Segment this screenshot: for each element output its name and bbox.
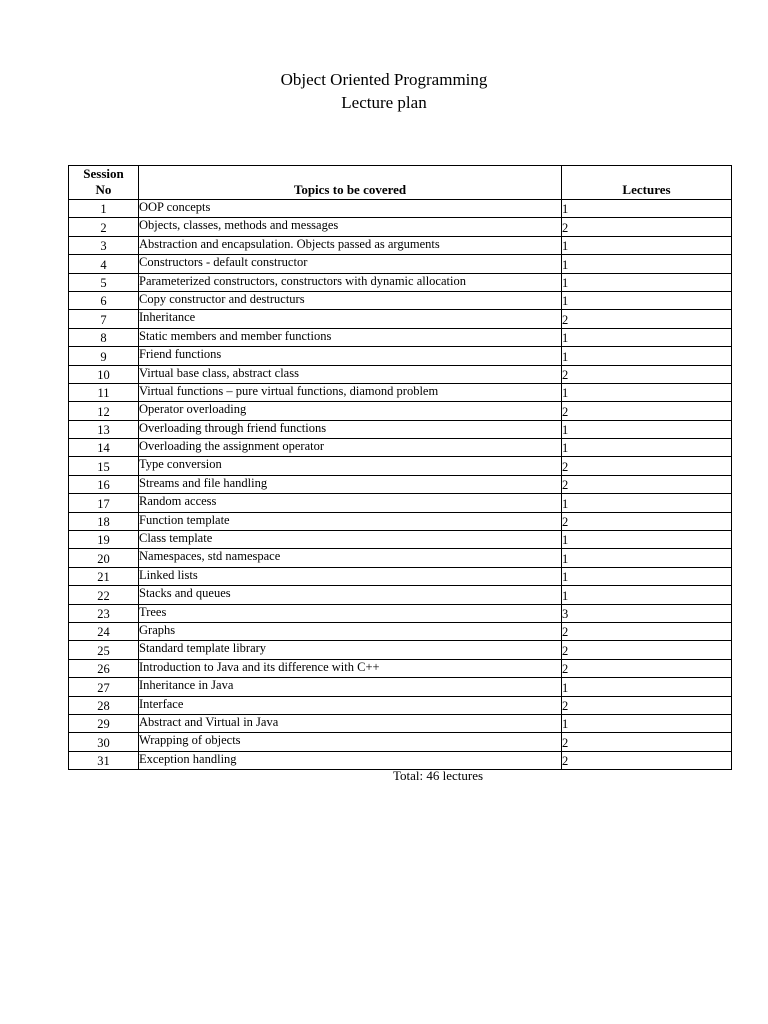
topic-cell: Inheritance in Java bbox=[139, 678, 562, 696]
session-cell: 14 bbox=[69, 439, 139, 457]
lectures-cell: 2 bbox=[562, 365, 732, 383]
topic-cell: Interface bbox=[139, 696, 562, 714]
lectures-cell: 2 bbox=[562, 659, 732, 677]
table-row bbox=[69, 714, 732, 732]
header-session-no bbox=[69, 166, 139, 200]
session-cell: 16 bbox=[69, 475, 139, 493]
topic-cell: Streams and file handling bbox=[139, 475, 562, 493]
table-row bbox=[69, 200, 732, 218]
table-row bbox=[69, 291, 732, 309]
table-row bbox=[69, 531, 732, 549]
session-cell: 17 bbox=[69, 494, 139, 512]
table-header-row bbox=[69, 166, 732, 200]
table-row bbox=[69, 310, 732, 328]
table-row bbox=[69, 733, 732, 751]
session-cell: 20 bbox=[69, 549, 139, 567]
lectures-cell: 2 bbox=[562, 218, 732, 236]
topic-cell: Exception handling bbox=[139, 751, 562, 769]
session-cell: 2 bbox=[69, 218, 139, 236]
topic-cell: Abstraction and encapsulation. Objects passed as arguments bbox=[139, 236, 562, 254]
topic-cell: Standard template library bbox=[139, 641, 562, 659]
topic-cell: Linked lists bbox=[139, 567, 562, 585]
table-row bbox=[69, 347, 732, 365]
lectures-cell: 1 bbox=[562, 347, 732, 365]
table-row bbox=[69, 604, 732, 622]
session-cell: 3 bbox=[69, 236, 139, 254]
lectures-cell: 2 bbox=[562, 641, 732, 659]
topic-cell: Trees bbox=[139, 604, 562, 622]
lectures-cell: 2 bbox=[562, 402, 732, 420]
table-row bbox=[69, 696, 732, 714]
topic-cell: Namespaces, std namespace bbox=[139, 549, 562, 567]
topic-cell: Virtual base class, abstract class bbox=[139, 365, 562, 383]
session-cell: 24 bbox=[69, 622, 139, 640]
topic-cell: Function template bbox=[139, 512, 562, 530]
table-row bbox=[69, 494, 732, 512]
topic-cell: Copy constructor and destructurs bbox=[139, 291, 562, 309]
document-title: Object Oriented Programming bbox=[280, 70, 488, 89]
header-lectures: Lectures bbox=[562, 166, 732, 200]
lectures-cell: 1 bbox=[562, 420, 732, 438]
lectures-cell: 1 bbox=[562, 678, 732, 696]
lectures-cell: 1 bbox=[562, 200, 732, 218]
lectures-cell: 2 bbox=[562, 457, 732, 475]
session-cell: 18 bbox=[69, 512, 139, 530]
session-cell: 7 bbox=[69, 310, 139, 328]
lectures-cell: 2 bbox=[562, 475, 732, 493]
session-cell: 4 bbox=[69, 255, 139, 273]
session-cell: 11 bbox=[69, 383, 139, 401]
topic-cell: Graphs bbox=[139, 622, 562, 640]
table-row bbox=[69, 383, 732, 401]
table-row bbox=[69, 678, 732, 696]
table-body bbox=[69, 200, 732, 770]
lectures-cell: 1 bbox=[562, 494, 732, 512]
lectures-cell: 3 bbox=[562, 604, 732, 622]
lectures-cell: 1 bbox=[562, 531, 732, 549]
session-cell: 1 bbox=[69, 200, 139, 218]
table-row bbox=[69, 641, 732, 659]
session-cell: 13 bbox=[69, 420, 139, 438]
session-cell: 30 bbox=[69, 733, 139, 751]
session-cell: 9 bbox=[69, 347, 139, 365]
lectures-cell: 2 bbox=[562, 512, 732, 530]
table-row bbox=[69, 439, 732, 457]
lectures-cell: 1 bbox=[562, 273, 732, 291]
topic-cell: OOP concepts bbox=[139, 200, 562, 218]
topic-cell: Stacks and queues bbox=[139, 586, 562, 604]
lectures-cell: 1 bbox=[562, 586, 732, 604]
topic-cell: Objects, classes, methods and messages bbox=[139, 218, 562, 236]
lectures-cell: 2 bbox=[562, 310, 732, 328]
topic-cell: Wrapping of objects bbox=[139, 733, 562, 751]
total-lectures: Total: 46 lectures bbox=[393, 768, 484, 783]
topic-cell: Type conversion bbox=[139, 457, 562, 475]
topic-cell: Friend functions bbox=[139, 347, 562, 365]
session-cell: 28 bbox=[69, 696, 139, 714]
topic-cell: Abstract and Virtual in Java bbox=[139, 714, 562, 732]
table-row bbox=[69, 622, 732, 640]
lectures-cell: 1 bbox=[562, 328, 732, 346]
header-topics: Topics to be covered bbox=[139, 166, 562, 200]
table-row bbox=[69, 402, 732, 420]
lectures-cell: 1 bbox=[562, 567, 732, 585]
topic-cell: Inheritance bbox=[139, 310, 562, 328]
session-cell: 27 bbox=[69, 678, 139, 696]
table-row bbox=[69, 328, 732, 346]
lecture-plan-table bbox=[68, 165, 732, 770]
topic-cell: Random access bbox=[139, 494, 562, 512]
session-cell: 25 bbox=[69, 641, 139, 659]
topic-cell: Operator overloading bbox=[139, 402, 562, 420]
topic-cell: Overloading the assignment operator bbox=[139, 439, 562, 457]
session-cell: 6 bbox=[69, 291, 139, 309]
header-session-line2: No bbox=[95, 182, 112, 197]
table-row bbox=[69, 659, 732, 677]
session-cell: 22 bbox=[69, 586, 139, 604]
topic-cell: Constructors - default constructor bbox=[139, 255, 562, 273]
lectures-cell: 1 bbox=[562, 236, 732, 254]
session-cell: 23 bbox=[69, 604, 139, 622]
table-row bbox=[69, 255, 732, 273]
table-row bbox=[69, 218, 732, 236]
lectures-cell: 1 bbox=[562, 714, 732, 732]
lectures-cell: 1 bbox=[562, 255, 732, 273]
session-cell: 29 bbox=[69, 714, 139, 732]
topic-cell: Virtual functions – pure virtual functions, diamond problem bbox=[139, 383, 562, 401]
document-title-block bbox=[0, 68, 768, 114]
topic-cell: Static members and member functions bbox=[139, 328, 562, 346]
header-session-line1: Session bbox=[83, 166, 124, 181]
lectures-cell: 2 bbox=[562, 696, 732, 714]
lectures-cell: 2 bbox=[562, 751, 732, 769]
session-cell: 8 bbox=[69, 328, 139, 346]
session-cell: 12 bbox=[69, 402, 139, 420]
table-row bbox=[69, 273, 732, 291]
session-cell: 5 bbox=[69, 273, 139, 291]
table-row bbox=[69, 567, 732, 585]
table-row bbox=[69, 365, 732, 383]
lectures-cell: 1 bbox=[562, 549, 732, 567]
table-row bbox=[69, 549, 732, 567]
topic-cell: Introduction to Java and its difference with C++ bbox=[139, 659, 562, 677]
table-row bbox=[69, 236, 732, 254]
table-row bbox=[69, 586, 732, 604]
lectures-cell: 1 bbox=[562, 439, 732, 457]
table-row bbox=[69, 420, 732, 438]
topic-cell: Parameterized constructors, constructors with dynamic allocation bbox=[139, 273, 562, 291]
lectures-cell: 1 bbox=[562, 291, 732, 309]
session-cell: 15 bbox=[69, 457, 139, 475]
session-cell: 26 bbox=[69, 659, 139, 677]
session-cell: 21 bbox=[69, 567, 139, 585]
lectures-cell: 1 bbox=[562, 383, 732, 401]
lectures-cell: 2 bbox=[562, 733, 732, 751]
topic-cell: Class template bbox=[139, 531, 562, 549]
session-cell: 10 bbox=[69, 365, 139, 383]
table-row bbox=[69, 512, 732, 530]
session-cell: 31 bbox=[69, 751, 139, 769]
table-row bbox=[69, 457, 732, 475]
lectures-cell: 2 bbox=[562, 622, 732, 640]
table-row bbox=[69, 475, 732, 493]
document-subtitle: Lecture plan bbox=[341, 93, 427, 112]
topic-cell: Overloading through friend functions bbox=[139, 420, 562, 438]
session-cell: 19 bbox=[69, 531, 139, 549]
